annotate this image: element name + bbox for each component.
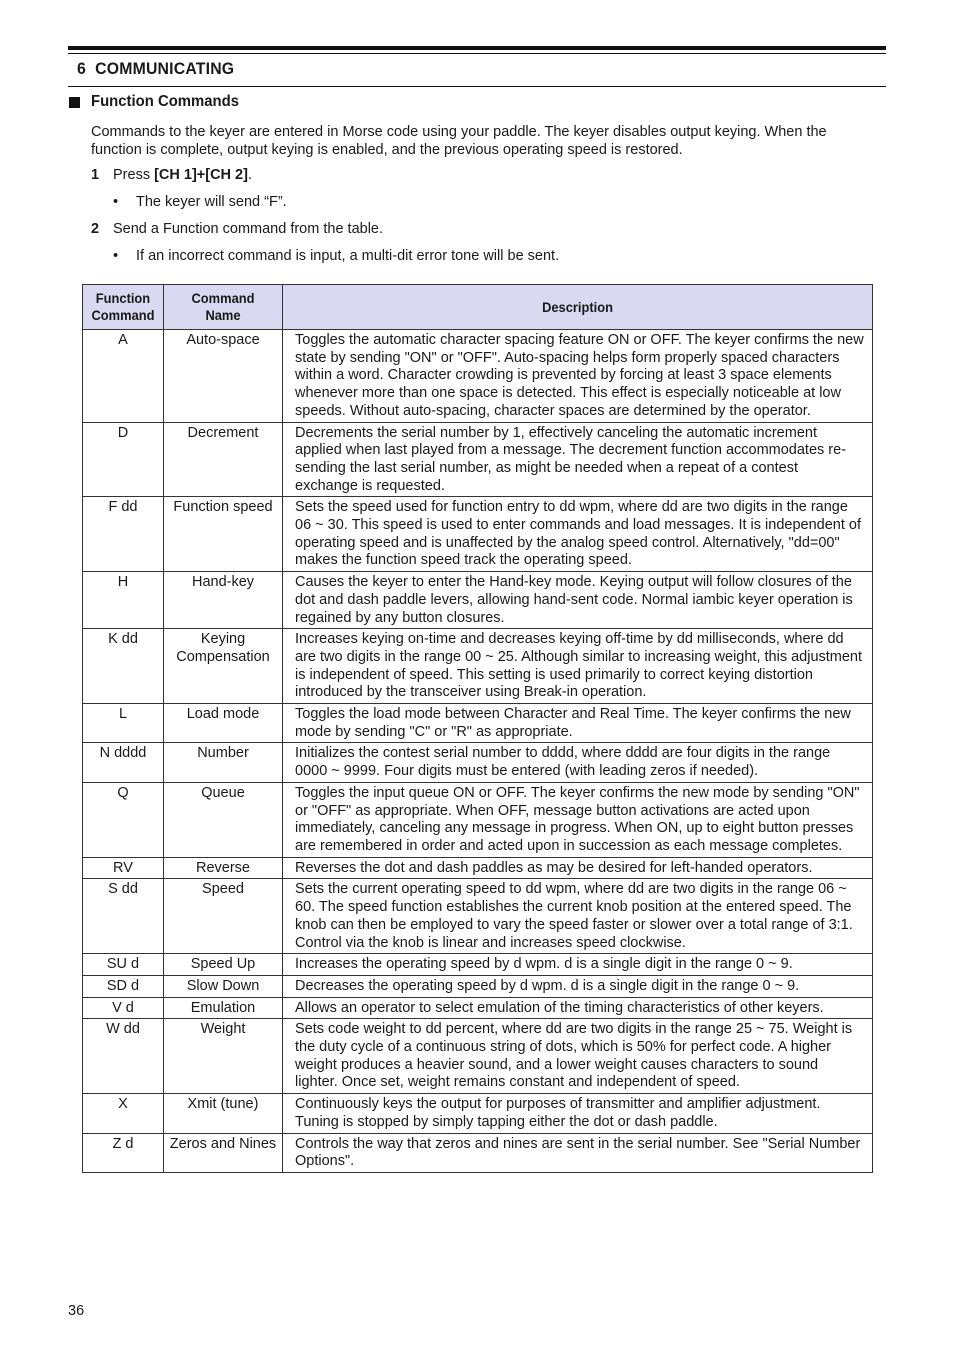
table-row (83, 857, 873, 879)
header-function-command: Function Command (83, 285, 164, 330)
cell-description: Sets the speed used for function entry to dd wpm, where dd are two digits in the range 06 ~ 30. This speed is used to enter commands and load messages. It is independent of operating speed and is unaffected by the analog speed control. Alternatively, "dd=00" makes the function speed track the operating speed. (283, 497, 873, 572)
step-text (113, 167, 252, 183)
step-text: Send a Function command from the table. (113, 221, 384, 237)
cell-command: W dd (83, 1019, 164, 1094)
cell-command-name: Xmit (tune) (164, 1094, 283, 1133)
header-command-name: Command Name (164, 285, 283, 330)
cell-command: SU d (83, 954, 164, 976)
cell-command-name: Number (164, 743, 283, 782)
cell-command: RV (83, 857, 164, 879)
step-text-suffix: . (247, 167, 252, 183)
table-row (83, 1133, 873, 1172)
cell-command: V d (83, 997, 164, 1019)
table-row (83, 997, 873, 1019)
cell-command-name: Speed Up (164, 954, 283, 976)
cell-command: Z d (83, 1133, 164, 1172)
intro-paragraph: Commands to the keyer are entered in Morse code using your paddle. The keyer disables output keying. When the function is complete, output keying is enabled, and the previous operating speed is restored. (91, 124, 827, 158)
cell-description: Toggles the load mode between Character and Real Time. The keyer confirms the new mode by sending "C" or "R" as appropriate. (283, 704, 873, 743)
cell-command: L (83, 704, 164, 743)
chapter-number: 6 (77, 59, 86, 78)
table-row (83, 1019, 873, 1094)
cell-description: Allows an operator to select emulation of the timing characteristics of other keyers. (283, 997, 873, 1019)
step-key-label: [CH 1]+[CH 2] (154, 167, 248, 183)
function-command-table (82, 284, 873, 1173)
table-row (83, 330, 873, 423)
page-number: 36 (68, 1303, 85, 1319)
cell-description: Sets the current operating speed to dd wpm, where dd are two digits in the range 06 ~ 60. The speed function establishes the current knob position at the entered speed. The knob can then be employed to vary the speed faster or slower over a total range of 3:1. Control via the knob is linear and increases speed clockwise. (283, 879, 873, 954)
cell-description: Increases the operating speed by d wpm. d is a single digit in the range 0 ~ 9. (283, 954, 873, 976)
cell-command-name: Queue (164, 782, 283, 857)
cell-command: N dddd (83, 743, 164, 782)
step-number: 1 (91, 167, 100, 183)
section-title: Function Commands (91, 93, 239, 110)
step-text-prefix: Press (113, 167, 155, 183)
cell-command: SD d (83, 975, 164, 997)
cell-command: D (83, 422, 164, 497)
cell-command-name: Auto-space (164, 330, 283, 423)
cell-description: Causes the keyer to enter the Hand-key mode. Keying output will follow closures of the dot and dash paddle levers, allowing hand-sent code. Normal iambic keyer operation is regained by any button closures. (283, 572, 873, 629)
cell-command-name: Slow Down (164, 975, 283, 997)
bullet-icon: • (113, 194, 119, 210)
cell-command-name: Hand-key (164, 572, 283, 629)
cell-description: Toggles the input queue ON or OFF. The keyer confirms the new mode by sending "ON" or "OFF" as appropriate. When OFF, message button activations are acted upon immediately, canceling any message in progress. When ON, up to eight button presses are remembered in order and acted upon in succession as each message completes. (283, 782, 873, 857)
cell-description: Sets code weight to dd percent, where dd are two digits in the range 25 ~ 75. Weight is the duty cycle of a continuous string of dots, which is 50% for perfect code. A higher weight produces a heavier sound, and a lower weight causes characters to sound lighter. Once set, weight remains constant and independent of speed. (283, 1019, 873, 1094)
table-row (83, 954, 873, 976)
table-header-row (83, 285, 873, 330)
step-note-text: The keyer will send “F”. (136, 194, 287, 210)
cell-command-name: Keying Compensation (164, 629, 283, 704)
table-row (83, 879, 873, 954)
cell-command: A (83, 330, 164, 423)
section-square-icon (69, 97, 80, 108)
cell-description: Increases keying on-time and decreases keying off-time by dd milliseconds, where dd are two digits in the range 00 ~ 25. Although similar to increasing weight, this adjustment is independent of speed. This setting is used primarily to correct keying distortion introduced by the transceiver using Break-in operation. (283, 629, 873, 704)
cell-command: X (83, 1094, 164, 1133)
top-rule-thin (68, 53, 886, 54)
chapter-rule (68, 86, 886, 87)
table-row (83, 743, 873, 782)
top-rule-thick (68, 46, 886, 50)
cell-command-name: Zeros and Nines (164, 1133, 283, 1172)
cell-command: K dd (83, 629, 164, 704)
cell-command-name: Decrement (164, 422, 283, 497)
table-row (83, 572, 873, 629)
cell-description: Decrements the serial number by 1, effectively canceling the automatic increment applied when last played from a message. The decrement function accommodates re-sending the last serial number, as might be needed when a repeat of a contest exchange is requested. (283, 422, 873, 497)
cell-command: F dd (83, 497, 164, 572)
header-description: Description (283, 285, 873, 330)
cell-command: Q (83, 782, 164, 857)
cell-command-name: Speed (164, 879, 283, 954)
table-row (83, 782, 873, 857)
table-row (83, 975, 873, 997)
cell-description: Controls the way that zeros and nines are sent in the serial number. See "Serial Number Options". (283, 1133, 873, 1172)
cell-command: H (83, 572, 164, 629)
cell-description: Initializes the contest serial number to dddd, where dddd are four digits in the range 0000 ~ 9999. Four digits must be entered (with leading zeros if needed). (283, 743, 873, 782)
bullet-icon: • (113, 248, 119, 264)
step-note-text: If an incorrect command is input, a multi-dit error tone will be sent. (136, 248, 560, 264)
cell-description: Reverses the dot and dash paddles as may be desired for left-handed operators. (283, 857, 873, 879)
chapter-title: COMMUNICATING (95, 59, 235, 78)
chapter-heading (77, 59, 234, 79)
cell-command-name: Emulation (164, 997, 283, 1019)
cell-command-name: Function speed (164, 497, 283, 572)
cell-description: Toggles the automatic character spacing feature ON or OFF. The keyer confirms the new state by sending "ON" or "OFF". Auto-spacing helps form properly spaced characters within a word. Character crowding is prevented by forcing at least 3 space elements whenever more than one space is detected. This effect is especially noticeable at low speeds. Without auto-spacing, character spaces are determined by the operator. (283, 330, 873, 423)
cell-command-name: Load mode (164, 704, 283, 743)
table-row (83, 497, 873, 572)
cell-description: Continuously keys the output for purposes of transmitter and amplifier adjustment. Tuning is stopped by simply tapping either the dot or dash paddle. (283, 1094, 873, 1133)
cell-description: Decreases the operating speed by d wpm. d is a single digit in the range 0 ~ 9. (283, 975, 873, 997)
table-row (83, 1094, 873, 1133)
table-row (83, 422, 873, 497)
table-row (83, 629, 873, 704)
cell-command-name: Reverse (164, 857, 283, 879)
cell-command: S dd (83, 879, 164, 954)
cell-command-name: Weight (164, 1019, 283, 1094)
step-number: 2 (91, 221, 100, 237)
table-row (83, 704, 873, 743)
